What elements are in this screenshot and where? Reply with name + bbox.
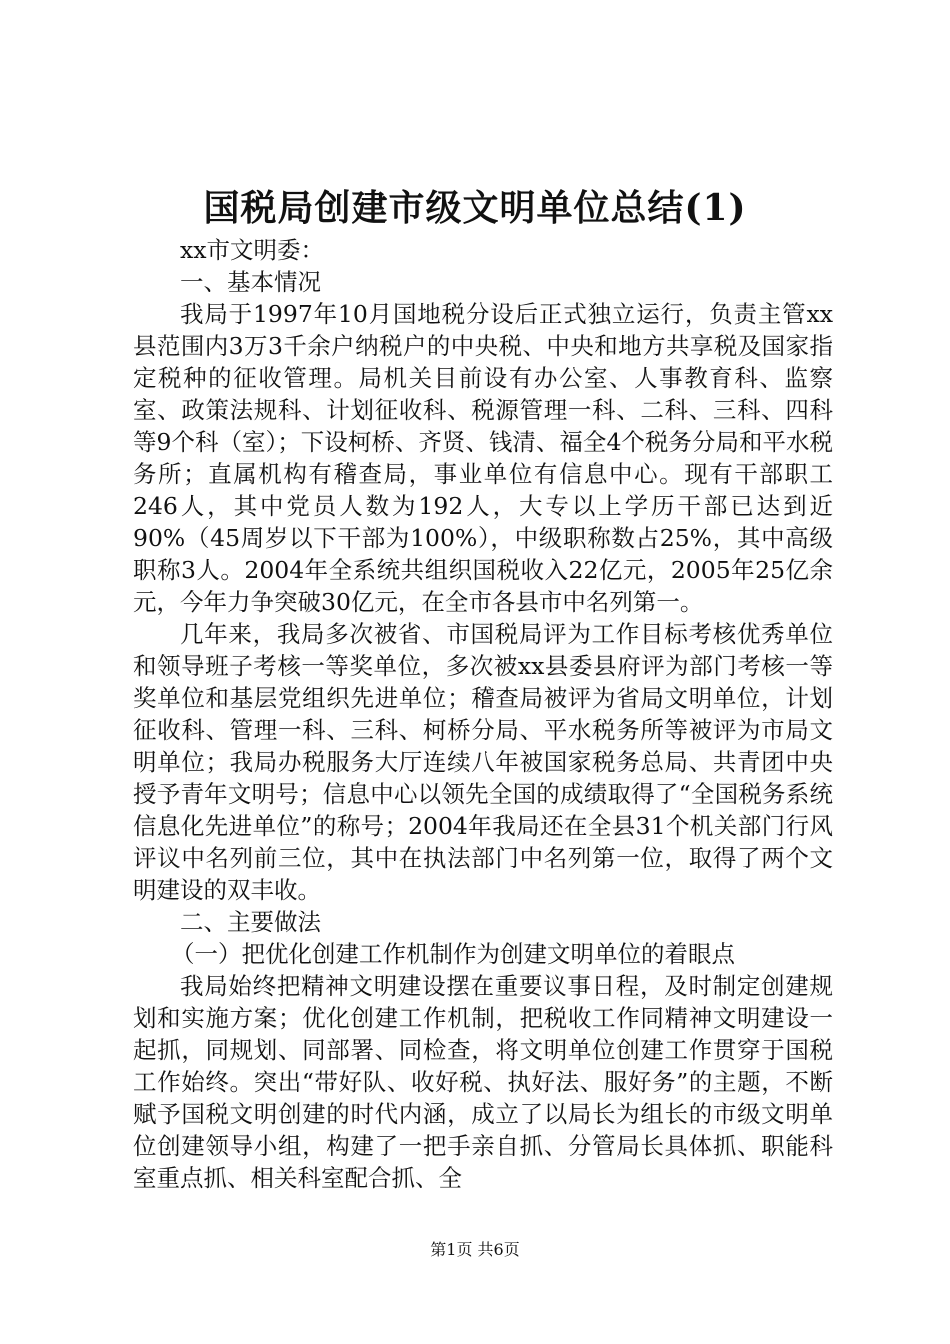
paragraph: 几年来，我局多次被省、市国税局评为工作目标考核优秀单位和领导班子考核一等奖单位，多次被xx县委县府评为部门考核一等奖单位和基层党组织先进单位；稽查局被评为省局文明单位，计划征收科、管理一科、三科、柯桥分局、平水税务所等被评为市局文明单位；我局办税服务大厅连续八年被国家税务总局、共青团中央授予青年文明号；信息中心以领先全国的成绩取得了“全国税务系统信息化先进单位”的称号；2004年我局还在全县31个机关部门行风评议中名列前三位，其中在执法部门中名列第一位，取得了两个文明建设的双丰收。 [133,620,833,904]
salutation: xx市文明委： [180,236,325,264]
document-title: 国税局创建市级文明单位总结(1) [203,187,747,229]
subsection-heading: （一）把优化创建工作机制作为创建文明单位的着眼点 [171,940,735,968]
page-footer: 第1页 共6页 [430,1240,520,1259]
section-heading-basic-situation: 一、基本情况 [180,268,321,296]
paragraph: 我局始终把精神文明建设摆在重要议事日程，及时制定创建规划和实施方案；优化创建工作机制，把税收工作同精神文明建设一起抓，同规划、同部署、同检查，将文明单位创建工作贯穿于国税工作始终。突出“带好队、收好税、执好法、服好务”的主题，不断赋予国税文明创建的时代内涵，成立了以局长为组长的市级文明单位创建领导小组，构建了一把手亲自抓、分管局长具体抓、职能科室重点抓、相关科室配合抓、全 [133,972,833,1192]
paragraph: 我局于1997年10月国地税分设后正式独立运行，负责主管xx县范围内3万3千余户纳税户的中央税、中央和地方共享税及国家指定税种的征收管理。局机关目前设有办公室、人事教育科、监察室、政策法规科、计划征收科、税源管理一科、二科、三科、四科等9个科（室）；下设柯桥、齐贤、钱清、福全4个税务分局和平水税务所；直属机构有稽查局，事业单位有信息中心。现有干部职工246人，其中党员人数为192人，大专以上学历干部已达到近90%（45周岁以下干部为100%），中级职称数占25%，其中高级职称3人。2004年全系统共组织国税收入22亿元，2005年25亿余元，今年力争突破30亿元，在全市各县市中名列第一。 [133,300,833,616]
document-body [133,234,833,1194]
section-heading-main-practices: 二、主要做法 [180,908,321,936]
